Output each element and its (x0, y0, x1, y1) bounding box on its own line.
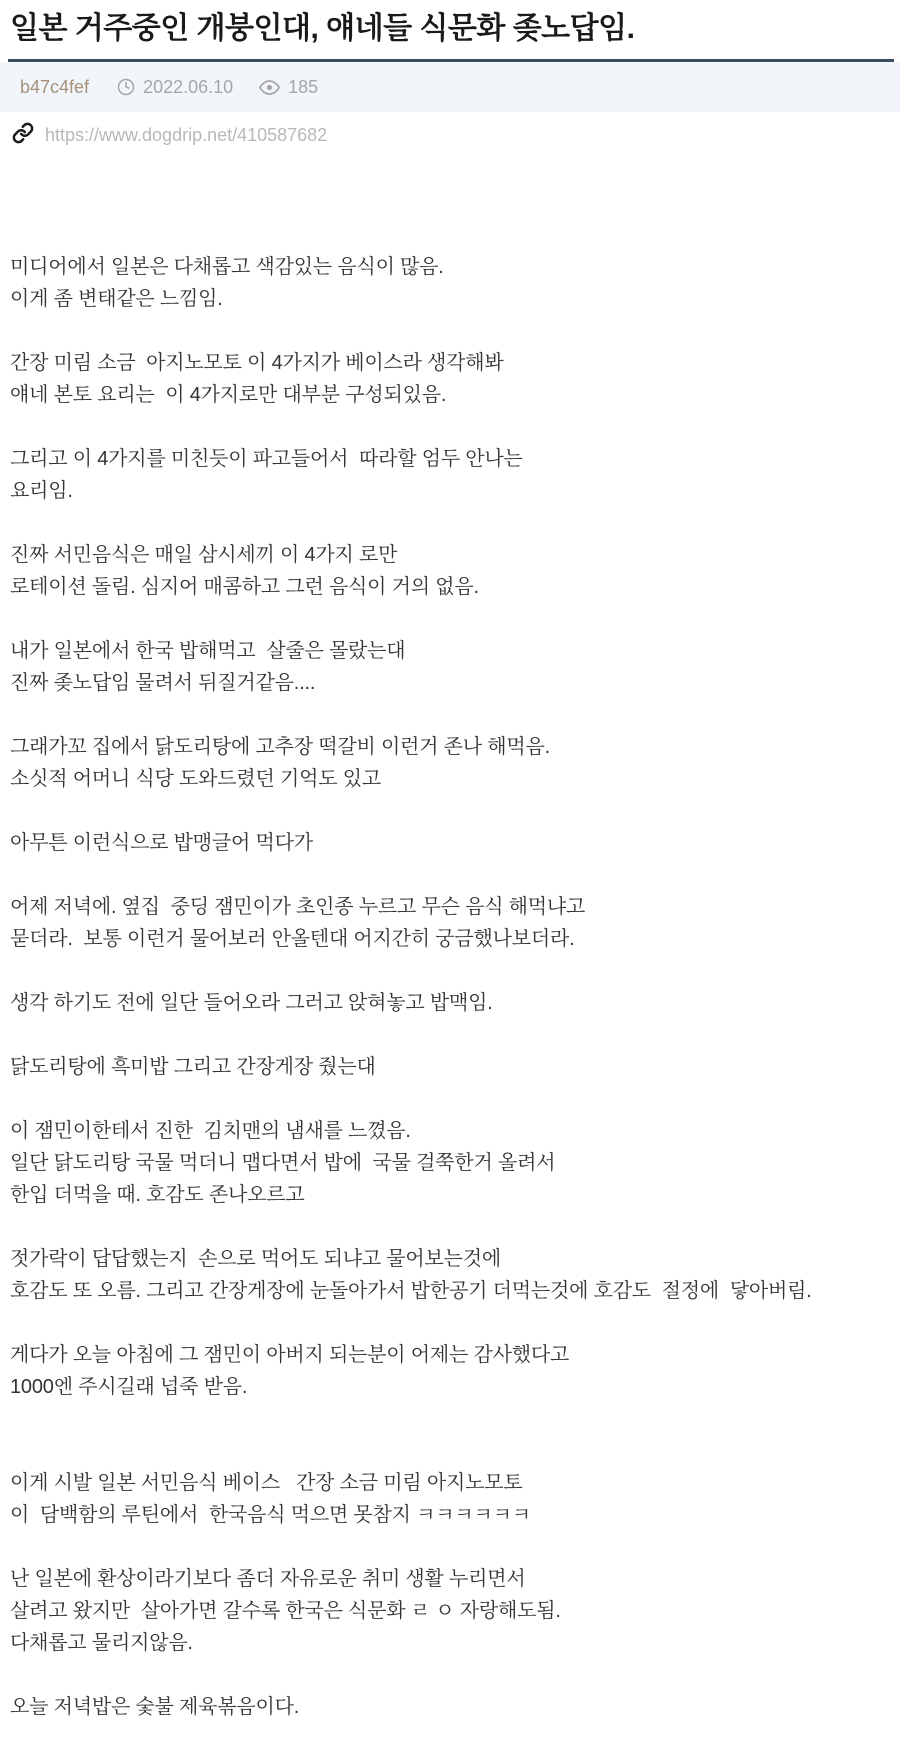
body-text-line (10, 1307, 890, 1339)
body-text-line (10, 955, 890, 987)
body-text-line: 묻더라. 보통 이런거 물어보러 안올텐대 어지간히 궁금했나보더라. (10, 928, 575, 950)
body-text-line: 미디어에서 일본은 다채롭고 색감있는 음식이 많음. (10, 256, 444, 278)
body-text-line: 로테이션 돌림. 심지어 매콤하고 그런 음식이 거의 없음. (10, 576, 479, 598)
source-link-row (0, 112, 900, 156)
body-text-line: 닭도리탕에 흑미밥 그리고 간장게장 줬는대 (10, 1056, 376, 1078)
body-text-line (10, 603, 890, 635)
body-text-line (10, 795, 890, 827)
body-text-line: 진짜 좆노답임 물려서 뒤질거같음.... (10, 672, 316, 694)
body-text-line (10, 1083, 890, 1115)
body-text-line (10, 699, 890, 731)
body-text-line: 아무튼 이런식으로 밥맹글어 먹다가 (10, 832, 313, 854)
body-text-line: 생각 하기도 전에 일단 들어오라 그러고 앉혀놓고 밥맥임. (10, 992, 493, 1014)
page-title: 일본 거주중인 개붕인대, 얘네들 식문화 좆노답임. (10, 12, 635, 45)
body-text-line: 한입 더먹을 때. 호감도 존나오르고 (10, 1184, 305, 1206)
body-text-line (10, 315, 890, 347)
body-text-line: 요리임. (10, 480, 73, 502)
body-text-line: 얘네 본토 요리는 이 4가지로만 대부분 구성되있음. (10, 384, 447, 406)
body-text-line (10, 859, 890, 891)
body-text-line: 다채롭고 물리지않음. (10, 1632, 193, 1654)
post-date-label: 2022.06.10 (143, 76, 234, 97)
body-text-line: 그래가꼬 집에서 닭도리탕에 고추장 떡갈비 이런거 존나 해먹음. (10, 736, 550, 758)
body-text-line: 간장 미림 소금 아지노모토 이 4가지가 베이스라 생각해봐 (10, 352, 504, 374)
view-count (259, 77, 318, 98)
body-text-line (10, 1531, 890, 1563)
body-text-line: 오늘 저녁밥은 숯불 제육볶음이다. (10, 1696, 300, 1718)
link-icon (12, 122, 34, 149)
body-text-line: 일단 닭도리탕 국물 먹더니 맵다면서 밥에 국물 걸쭉한거 올려서 (10, 1152, 556, 1174)
body-text-line (10, 1019, 890, 1051)
body-text-line (10, 507, 890, 539)
body-text-line: 이게 시발 일본 서민음식 베이스 간장 소금 미림 아지노모토 (10, 1472, 523, 1494)
post-date (117, 77, 233, 98)
clock-icon (117, 78, 135, 96)
post-body (0, 156, 900, 1741)
body-text-line (10, 1211, 890, 1243)
body-text-line: 호감도 또 오름. 그리고 간장게장에 눈돌아가서 밥한공기 더먹는것에 호감도 절정에 닿아버림. (10, 1280, 812, 1302)
body-text-line: 그리고 이 4가지를 미친듯이 파고들어서 따라할 엄두 안나는 (10, 448, 523, 470)
author-name[interactable]: b47c4fef (20, 76, 90, 97)
body-text-line: 이 담백함의 루틴에서 한국음식 먹으면 못참지 ㅋㅋㅋㅋㅋㅋ (10, 1504, 531, 1526)
body-text-line: 어제 저녁에. 옆집 중딩 잼민이가 초인종 누르고 무슨 음식 해먹냐고 (10, 896, 586, 918)
post-meta-bar (0, 62, 900, 112)
body-text-line (10, 1659, 890, 1691)
body-text-line: 살려고 왔지만 살아가면 갈수록 한국은 식문화 ㄹ ㅇ 자랑해도됨. (10, 1600, 561, 1622)
body-text-line: 난 일본에 환상이라기보다 좀더 자유로운 취미 생활 누리면서 (10, 1568, 526, 1590)
body-text-line (10, 1403, 890, 1435)
eye-icon (259, 77, 280, 98)
body-text-line: 게다가 오늘 아침에 그 잼민이 아버지 되는분이 어제는 감사했다고 (10, 1344, 570, 1366)
body-text-line: 이게 좀 변태같은 느낌임. (10, 288, 223, 310)
source-url-link[interactable]: https://www.dogdrip.net/410587682 (45, 124, 328, 145)
body-text-line: 1000엔 주시길래 넙죽 받음. (10, 1376, 248, 1398)
view-count-label: 185 (288, 76, 319, 97)
body-text-line: 젓가락이 답답했는지 손으로 먹어도 되냐고 물어보는것에 (10, 1248, 502, 1270)
body-text-line (10, 411, 890, 443)
body-text-line: 이 잼민이한테서 진한 김치맨의 냄새를 느꼈음. (10, 1120, 411, 1142)
body-text-line (10, 1435, 890, 1467)
body-text-line: 소싯적 어머니 식당 도와드렸던 기억도 있고 (10, 768, 381, 790)
body-text-line: 내가 일본에서 한국 밥해먹고 살줄은 몰랐는대 (10, 640, 406, 662)
body-text-line: 진짜 서민음식은 매일 삼시세끼 이 4가지 로만 (10, 544, 398, 566)
